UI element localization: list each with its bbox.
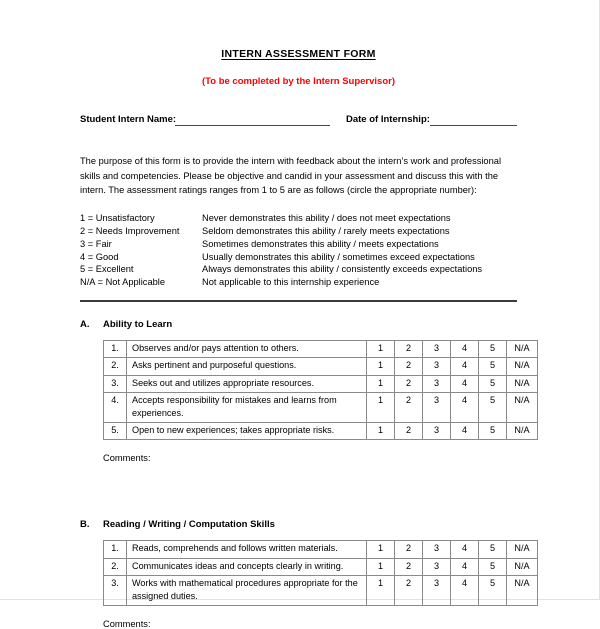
item-number: 4. <box>104 392 127 422</box>
section-b-title: Reading / Writing / Computation Skills <box>103 519 275 531</box>
legend-row <box>80 238 517 251</box>
intro-paragraph: The purpose of this form is to provide the intern with feedback about the intern’s work and professional skills and competencies. Please be objective and candid in your assessment and discuss this with the intern. The assessment ratings ranges from 1 to 5 are as follows (circle the appropriate number): <box>80 156 502 196</box>
legend-description: Sometimes demonstrates this ability / meets expectations <box>202 238 439 249</box>
table-row <box>104 341 538 358</box>
identification-fields <box>80 109 517 127</box>
rating-option-2[interactable]: 2 <box>395 423 423 440</box>
table-row <box>104 558 538 575</box>
comments-area-a[interactable] <box>80 463 517 502</box>
rating-table-b <box>103 540 538 606</box>
date-of-internship-input[interactable] <box>430 125 517 126</box>
legend-row <box>80 263 517 276</box>
legend-key: 3 = Fair <box>80 238 112 249</box>
rating-option-4[interactable]: 4 <box>451 392 479 422</box>
legend-description: Seldom demonstrates this ability / rarely meets expectations <box>202 225 450 236</box>
section-b-heading <box>80 519 517 530</box>
item-text: Works with mathematical procedures appropriate for the assigned duties. <box>127 575 367 605</box>
rating-option-4[interactable]: 4 <box>451 375 479 392</box>
item-number: 3. <box>104 375 127 392</box>
section-b-letter: B. <box>80 519 90 531</box>
rating-option-5[interactable]: 5 <box>479 558 507 575</box>
rating-option-2[interactable]: 2 <box>395 341 423 358</box>
rating-option-4[interactable]: 4 <box>451 358 479 375</box>
page-title <box>80 47 517 61</box>
legend-key: 2 = Needs Improvement <box>80 225 180 236</box>
table-row <box>104 392 538 422</box>
rating-option-1[interactable]: 1 <box>367 558 395 575</box>
rating-option-2[interactable]: 2 <box>395 558 423 575</box>
item-text: Accepts responsibility for mistakes and learns from experiences. <box>127 392 367 422</box>
legend-description: Always demonstrates this ability / consistently exceeds expectations <box>202 264 483 275</box>
table-row <box>104 423 538 440</box>
item-text: Communicates ideas and concepts clearly in writing. <box>127 558 367 575</box>
rating-option-4[interactable]: 4 <box>451 541 479 558</box>
rating-option-4[interactable]: 4 <box>451 575 479 605</box>
rating-option-5[interactable]: 5 <box>479 341 507 358</box>
rating-table-a <box>103 340 538 440</box>
section-ability-to-learn <box>80 319 530 502</box>
rating-option-2[interactable]: 2 <box>395 392 423 422</box>
rating-option-na[interactable]: N/A <box>507 541 538 558</box>
item-number: 1. <box>104 541 127 558</box>
rating-option-1[interactable]: 1 <box>367 375 395 392</box>
rating-option-2[interactable]: 2 <box>395 375 423 392</box>
legend-key: N/A = Not Applicable <box>80 277 166 288</box>
rating-option-3[interactable]: 3 <box>423 341 451 358</box>
rating-option-1[interactable]: 1 <box>367 358 395 375</box>
rating-option-na[interactable]: N/A <box>507 341 538 358</box>
rating-option-2[interactable]: 2 <box>395 575 423 605</box>
comments-label-b: Comments: <box>103 619 151 629</box>
page-content <box>80 0 530 629</box>
legend-key: 1 = Unsatisfactory <box>80 212 155 223</box>
item-number: 2. <box>104 558 127 575</box>
item-text: Open to new experiences; takes appropriate risks. <box>127 423 367 440</box>
rating-option-5[interactable]: 5 <box>479 375 507 392</box>
section-a-letter: A. <box>80 319 90 331</box>
rating-option-1[interactable]: 1 <box>367 392 395 422</box>
rating-option-5[interactable]: 5 <box>479 575 507 605</box>
section-divider-rule <box>80 300 517 302</box>
item-number: 3. <box>104 575 127 605</box>
rating-option-3[interactable]: 3 <box>423 558 451 575</box>
date-of-internship-label: Date of Internship: <box>346 114 430 125</box>
rating-option-na[interactable]: N/A <box>507 575 538 605</box>
page-title-text: INTERN ASSESSMENT FORM <box>221 48 376 60</box>
student-name-label: Student Intern Name: <box>80 114 177 125</box>
rating-option-na[interactable]: N/A <box>507 375 538 392</box>
rating-option-na[interactable]: N/A <box>507 423 538 440</box>
item-number: 5. <box>104 423 127 440</box>
rating-option-na[interactable]: N/A <box>507 558 538 575</box>
section-a-heading <box>80 319 517 330</box>
rating-option-1[interactable]: 1 <box>367 541 395 558</box>
rating-option-3[interactable]: 3 <box>423 541 451 558</box>
student-name-input[interactable] <box>175 125 330 126</box>
item-text: Observes and/or pays attention to others. <box>127 341 367 358</box>
rating-option-3[interactable]: 3 <box>423 358 451 375</box>
rating-option-1[interactable]: 1 <box>367 575 395 605</box>
rating-option-5[interactable]: 5 <box>479 541 507 558</box>
rating-option-3[interactable]: 3 <box>423 375 451 392</box>
form-subtitle: (To be completed by the Intern Supervisor) <box>201 76 395 87</box>
rating-option-na[interactable]: N/A <box>507 358 538 375</box>
table-row <box>104 358 538 375</box>
section-reading-writing-computation <box>80 519 530 629</box>
legend-row <box>80 212 517 225</box>
legend-key: 5 = Excellent <box>80 264 134 275</box>
legend-row <box>80 276 517 289</box>
legend-row <box>80 251 517 264</box>
legend-description: Not applicable to this internship experience <box>202 277 380 288</box>
rating-option-5[interactable]: 5 <box>479 392 507 422</box>
item-number: 2. <box>104 358 127 375</box>
rating-option-2[interactable]: 2 <box>395 541 423 558</box>
rating-option-3[interactable]: 3 <box>423 392 451 422</box>
legend-row <box>80 225 517 238</box>
item-text: Reads, comprehends and follows written materials. <box>127 541 367 558</box>
legend-description: Never demonstrates this ability / does not meet expectations <box>202 212 451 223</box>
rating-option-4[interactable]: 4 <box>451 423 479 440</box>
rating-option-1[interactable]: 1 <box>367 341 395 358</box>
rating-option-4[interactable]: 4 <box>451 341 479 358</box>
rating-option-4[interactable]: 4 <box>451 558 479 575</box>
table-row <box>104 375 538 392</box>
rating-option-3[interactable]: 3 <box>423 575 451 605</box>
rating-option-5[interactable]: 5 <box>479 358 507 375</box>
legend-description: Usually demonstrates this ability / sometimes exceed expectations <box>202 251 475 262</box>
item-text: Seeks out and utilizes appropriate resources. <box>127 375 367 392</box>
table-row <box>104 541 538 558</box>
item-text: Asks pertinent and purposeful questions. <box>127 358 367 375</box>
item-number: 1. <box>104 341 127 358</box>
legend-key: 4 = Good <box>80 251 119 262</box>
rating-option-3[interactable]: 3 <box>423 423 451 440</box>
comments-label-a: Comments: <box>103 453 151 464</box>
rating-option-2[interactable]: 2 <box>395 358 423 375</box>
rating-option-na[interactable]: N/A <box>507 392 538 422</box>
section-a-title: Ability to Learn <box>103 319 173 331</box>
rating-scale-legend <box>80 212 517 289</box>
rating-option-1[interactable]: 1 <box>367 423 395 440</box>
rating-option-5[interactable]: 5 <box>479 423 507 440</box>
table-row <box>104 575 538 605</box>
